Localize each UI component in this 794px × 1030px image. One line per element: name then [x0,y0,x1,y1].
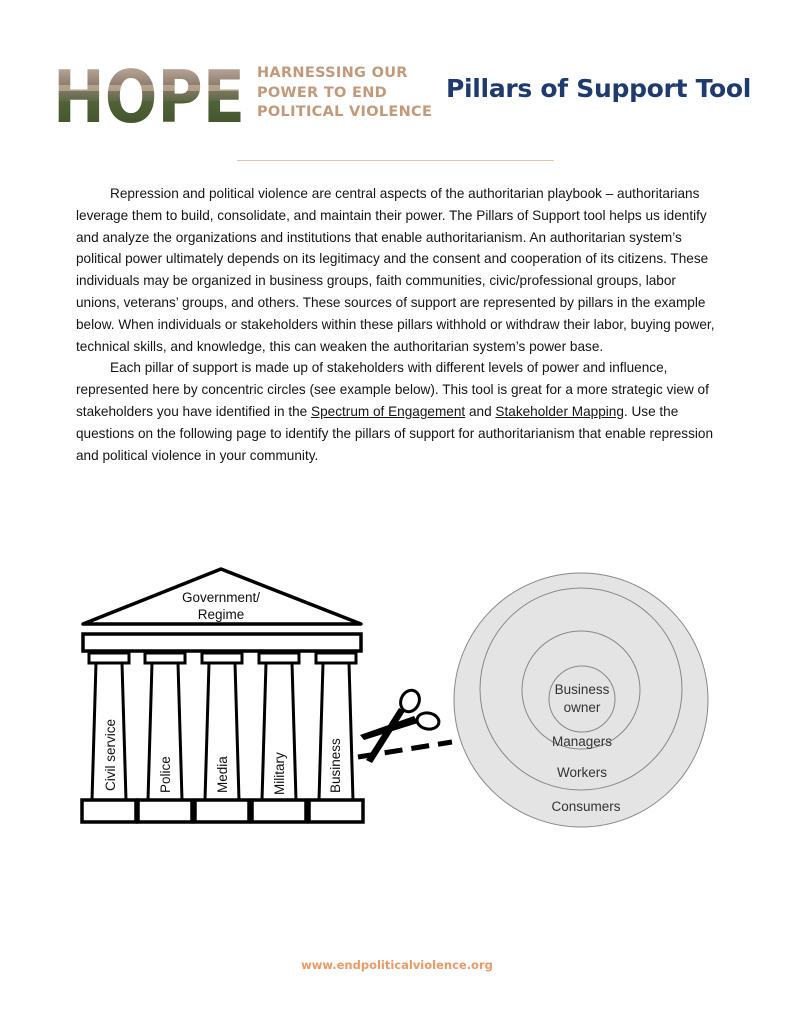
circle-business-owner [549,666,615,732]
stakeholder-circles [454,573,708,827]
pillar-media [195,653,249,822]
circle-label-consumers: Consumers [551,799,621,814]
paragraph-2-start: Each pillar of support is made up of stakeholders with different levels of power and influence, represented here by concentric circles (see example below). This tool is great for a more strategic view of stakeholders you have identified in the [76,360,709,419]
pillar-business [309,653,363,822]
spectrum-of-engagement-link[interactable]: Spectrum of Engagement [311,403,466,419]
hope-logo-mark [55,67,247,123]
pillar-military [252,653,306,822]
stakeholder-mapping-link[interactable]: Stakeholder Mapping [495,403,624,419]
page-title: Pillars of Support Tool [446,74,752,103]
circle-label-business: Business [554,682,610,697]
paragraph-1: Repression and political violence are central aspects of the authoritarian playbook – authoritarians leverage them to build, consolidate, and maintain their power. The Pillars of Support tool helps us identify and analyze the organizations and institutions that enable authoritarianism. An authoritarian system’s political power ultimately depends on its legitimacy and the consent and cooperation of its citizens. These individuals may be organized in business groups, faith communities, civic/professional groups, labor unions, veterans’ groups, and others. These sources of support are represented by pillars in the example below. When individuals or stakeholders within these pillars withhold or withdraw their labor, buying power, technical skills, and knowledge, this can weaken the authoritarian system’s power base. [76,186,715,354]
pillar-label-civil-service: Civil service [103,718,118,791]
tagline-line-3: POLITICAL VIOLENCE [257,104,433,120]
temple-beam [83,634,361,651]
intro-text [76,183,718,466]
pillar-civil-service [82,653,136,822]
pillar-label-military: Military [272,752,287,795]
paragraph-2 [76,357,718,466]
pillars-diagram [0,540,794,840]
circle-label-workers: Workers [556,765,608,780]
roof-label-line-2: Regime [197,607,245,622]
pillar-label-police: Police [158,756,173,793]
divider [237,160,554,161]
tagline-line-2: POWER TO END [257,84,388,101]
paragraph-2-end: . Use the questions on the following page to identify the pillars of support for authoritarianism that enable repression and political violence in your community. [76,403,714,463]
circle-label-owner: owner [563,700,601,715]
circle-label-managers: Managers [551,734,613,749]
pillar-label-media: Media [215,756,230,793]
paragraph-2-mid: and [465,403,496,419]
footer-url[interactable]: www.endpoliticalviolence.org [301,958,493,972]
pillar-police [138,653,192,822]
logo-tagline [257,64,432,123]
tagline-line-1: HARNESSING OUR [257,65,408,81]
hope-logo [55,64,435,126]
roof-label-line-1: Government/ [181,590,261,605]
pillar-label-business: Business [328,738,343,793]
